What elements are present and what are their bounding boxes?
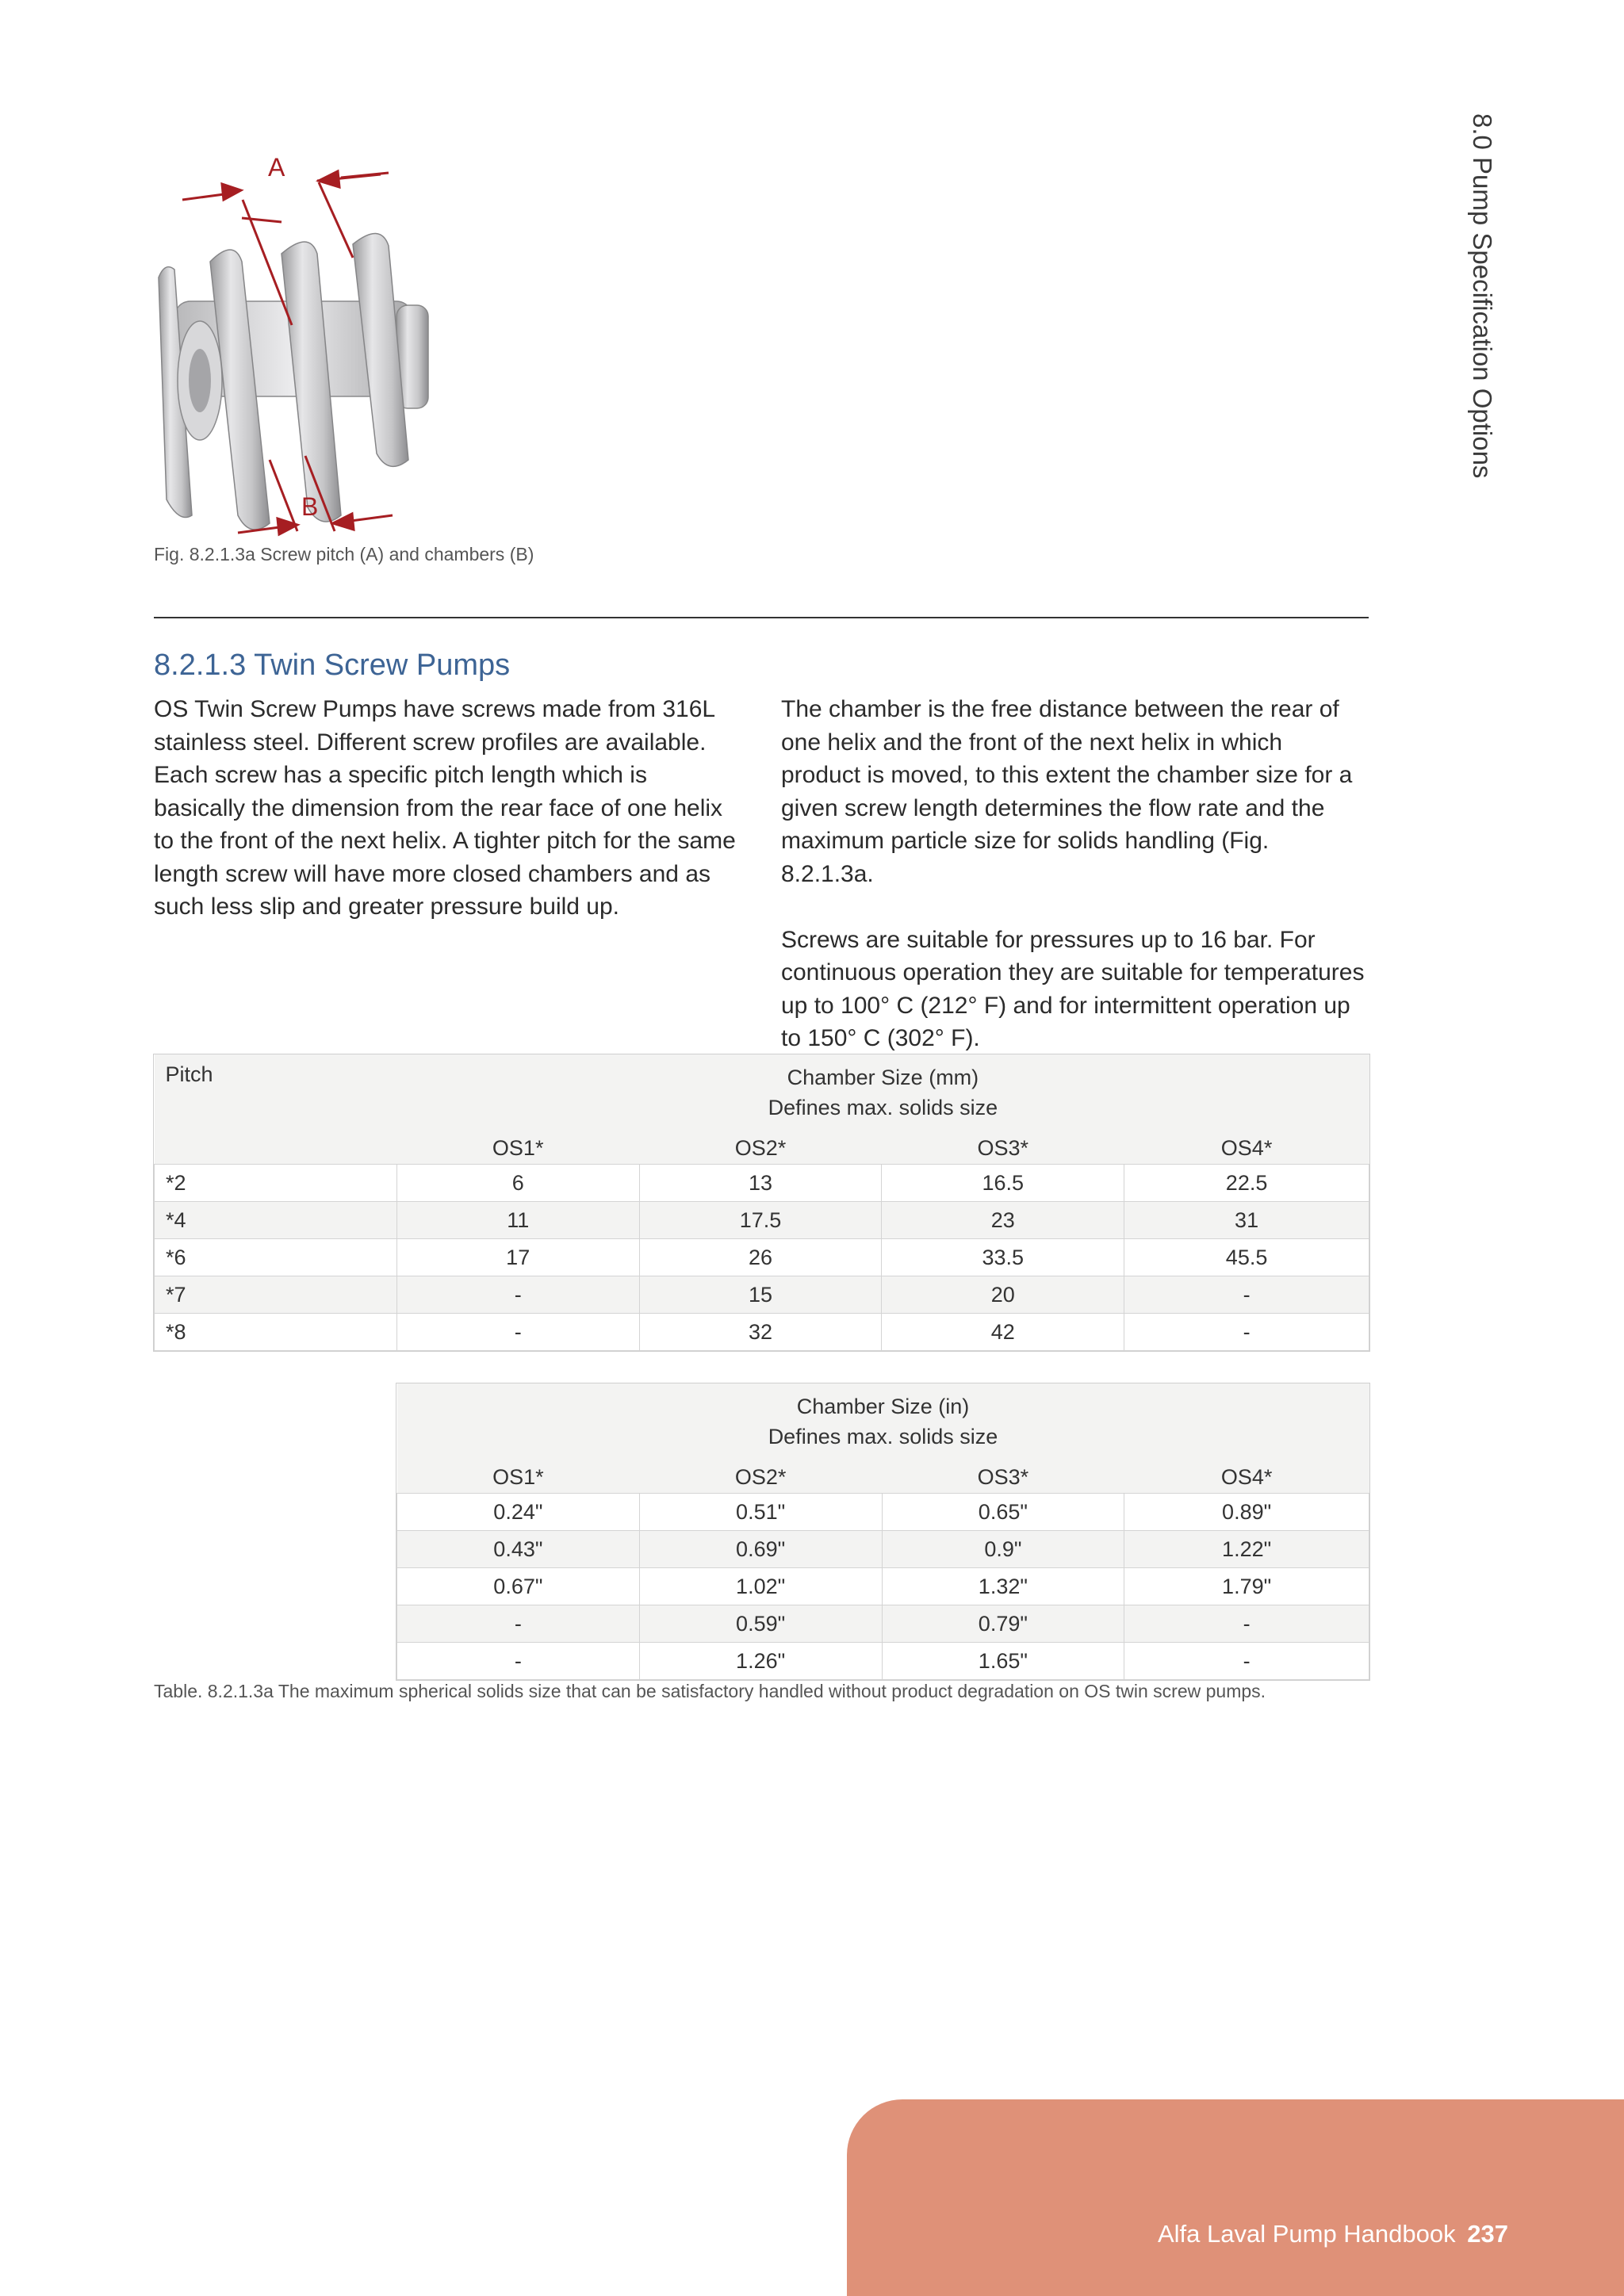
column-header: OS2*	[734, 1465, 787, 1489]
pitch-cell: *6	[155, 1239, 397, 1276]
table-row	[155, 1202, 1369, 1239]
table-cell: 1.02"	[639, 1568, 882, 1605]
column-header: OS3*	[977, 1465, 1029, 1489]
table-title-text: Chamber Size (in)	[796, 1395, 970, 1418]
table-row	[397, 1531, 1369, 1568]
table-cell: 0.59"	[639, 1605, 882, 1643]
section-divider	[154, 617, 1369, 618]
table-cell: 0.51"	[639, 1494, 882, 1531]
left-column	[154, 693, 741, 956]
table-cell: 1.32"	[882, 1568, 1124, 1605]
column-header: OS1*	[492, 1136, 544, 1160]
column-header: OS3*	[977, 1136, 1029, 1160]
table-cell: 22.5	[1124, 1165, 1369, 1202]
table-cell: 16.5	[882, 1165, 1124, 1202]
table-cell: 0.65"	[882, 1494, 1124, 1531]
page-number: 237	[1467, 2220, 1508, 2248]
pitch-header: Pitch	[165, 1062, 213, 1086]
table-cell: -	[1124, 1643, 1369, 1680]
table-cell: -	[397, 1605, 640, 1643]
table-row	[155, 1276, 1369, 1314]
footer-title: Alfa Laval Pump Handbook	[1157, 2220, 1456, 2248]
table-cell: 0.24"	[397, 1494, 640, 1531]
table-cell: 1.65"	[882, 1643, 1124, 1680]
table-cell: 17	[396, 1239, 639, 1276]
table-cell: 6	[396, 1165, 639, 1202]
table-cell: 45.5	[1124, 1239, 1369, 1276]
table-cell: 1.26"	[639, 1643, 882, 1680]
table-cell: 0.69"	[639, 1531, 882, 1568]
table-cell: 23	[882, 1202, 1124, 1239]
screw-illustration	[151, 143, 460, 539]
table-row	[155, 1239, 1369, 1276]
table-cell: 0.43"	[397, 1531, 640, 1568]
right-column	[781, 693, 1368, 1088]
footer-panel	[847, 2099, 1624, 2296]
section-heading: 8.2.1.3 Twin Screw Pumps	[154, 649, 511, 682]
pitch-cell: *8	[155, 1314, 397, 1351]
chapter-side-title: 8.0 Pump Specification Options	[1468, 113, 1497, 479]
table-title-text: Chamber Size (mm)	[787, 1066, 979, 1089]
table-title	[396, 1054, 1369, 1123]
column-header: OS1*	[492, 1465, 544, 1489]
table-row	[397, 1605, 1369, 1643]
table-cell: 32	[639, 1314, 882, 1351]
paragraph-intro: OS Twin Screw Pumps have screws made from 316L stainless steel. Different screw profiles are available. Each screw has a specific pitch length which is basically the dimension from the rear face of one helix to the front of the next helix. A tighter pitch for the same length screw will have more closed chambers and as such less slip and greater pressure build up.	[154, 696, 736, 920]
table-cell: 1.22"	[1124, 1531, 1369, 1568]
table-cell: 33.5	[882, 1239, 1124, 1276]
table-cell: 26	[639, 1239, 882, 1276]
table-cell: 0.9"	[882, 1531, 1124, 1568]
table-cell: 11	[396, 1202, 639, 1239]
table-cell: -	[396, 1314, 639, 1351]
table-title	[397, 1383, 1369, 1452]
table-cell: 0.89"	[1124, 1494, 1369, 1531]
table-cell: 17.5	[639, 1202, 882, 1239]
table-row	[397, 1568, 1369, 1605]
chamber-size-mm-table	[154, 1054, 1369, 1351]
table-row	[397, 1643, 1369, 1680]
paragraph-chamber: The chamber is the free distance between the rear of one helix and the front of the next helix in which product is moved, to this extent the chamber size for a given screw length determines the flow rate and the maximum particle size for solids handling (Fig. 8.2.1.3a.	[781, 696, 1353, 887]
table-cell: -	[397, 1643, 640, 1680]
table-cell: -	[1124, 1276, 1369, 1314]
table-cell: 20	[882, 1276, 1124, 1314]
table-cell: 0.79"	[882, 1605, 1124, 1643]
table-subtitle-text: Defines max. solids size	[768, 1096, 998, 1119]
pitch-cell: *2	[155, 1165, 397, 1202]
column-header: OS4*	[1220, 1465, 1273, 1489]
column-header: OS2*	[734, 1136, 787, 1160]
chamber-size-in-table	[396, 1383, 1369, 1680]
column-header: OS4*	[1220, 1136, 1273, 1160]
table-cell: 13	[639, 1165, 882, 1202]
table-cell: 42	[882, 1314, 1124, 1351]
table-cell: 31	[1124, 1202, 1369, 1239]
table-row	[155, 1314, 1369, 1351]
table-subtitle-text: Defines max. solids size	[768, 1425, 998, 1448]
paragraph-pressure: Screws are suitable for pressures up to 16 bar. For continuous operation they are suitable for temperatures up to 100° C (212° F) and for intermittent operation up to 150° C (302° F).	[781, 926, 1365, 1051]
pitch-cell: *7	[155, 1276, 397, 1314]
figure-caption: Fig. 8.2.1.3a Screw pitch (A) and chambers (B)	[154, 544, 534, 564]
pitch-cell: *4	[155, 1202, 397, 1239]
table-cell: -	[1124, 1605, 1369, 1643]
footer	[1158, 2220, 1508, 2248]
table-caption: Table. 8.2.1.3a The maximum spherical solids size that can be satisfactory handled without product degradation on OS twin screw pumps.	[154, 1681, 1266, 1701]
table-cell: -	[1124, 1314, 1369, 1351]
table-row	[155, 1165, 1369, 1202]
table-cell: 15	[639, 1276, 882, 1314]
table-cell: 0.67"	[397, 1568, 640, 1605]
table-row	[397, 1494, 1369, 1531]
dimension-b-label: B	[301, 492, 319, 521]
table-cell: 1.79"	[1124, 1568, 1369, 1605]
table-cell: -	[396, 1276, 639, 1314]
dimension-a-label: A	[268, 153, 285, 182]
